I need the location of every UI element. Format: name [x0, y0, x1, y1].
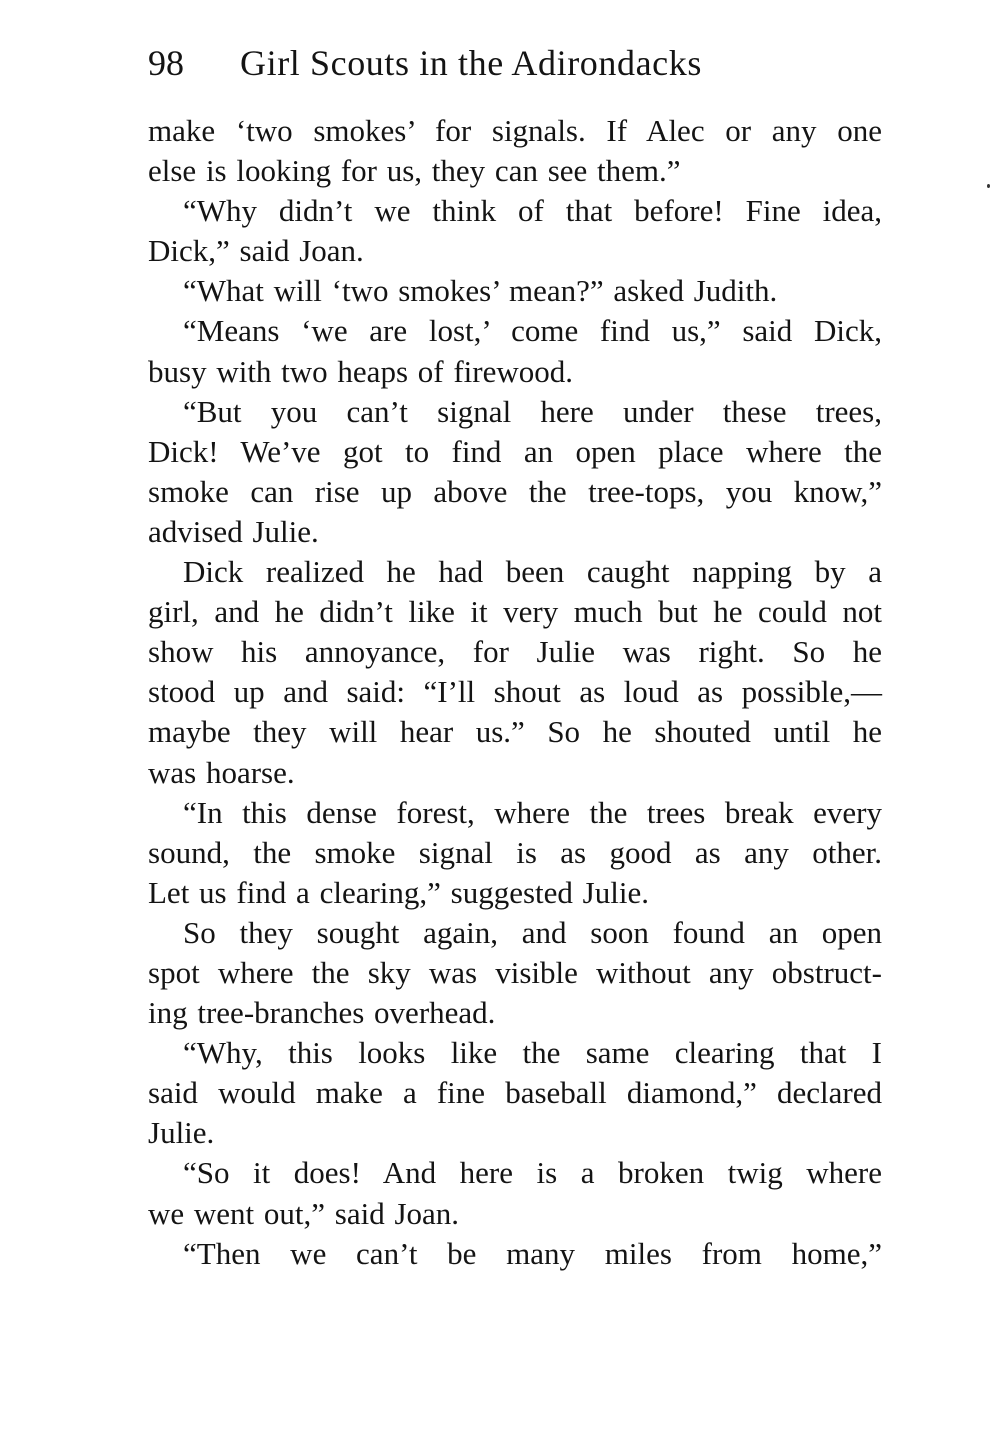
text-line: was hoarse. — [148, 754, 295, 790]
text-line: Let us find a clearing,” suggested Julie. — [148, 874, 649, 910]
text-line: “So it does! And here is a broken twig where — [183, 1155, 882, 1191]
text-line: Dick! We’ve got to find an open place where the — [148, 433, 882, 469]
text-line: Dick realized he had been caught napping by a — [183, 554, 882, 590]
text-line: “Means ‘we are lost,’ come find us,” said Dick, — [183, 313, 882, 349]
page-number: 98 — [148, 43, 184, 83]
body-text — [148, 111, 882, 1274]
text-line: ing tree-branches overhead. — [148, 995, 496, 1031]
text-line: said would make a fine baseball diamond,” declared — [148, 1075, 882, 1111]
text-line: spot where the sky was visible without any obstruct- — [148, 954, 882, 990]
book-title: Girl Scouts in the Adirondacks — [240, 43, 702, 83]
print-speck — [987, 184, 990, 188]
text-line: show his annoyance, for Julie was right. So he — [148, 634, 882, 670]
text-line: Dick,” said Joan. — [148, 233, 364, 269]
text-line: “Then we can’t be many miles from home,” — [183, 1235, 882, 1271]
text-line: smoke can rise up above the tree-tops, you know,” — [148, 473, 882, 509]
text-line: maybe they will hear us.” So he shouted until he — [148, 714, 882, 750]
text-line: So they sought again, and soon found an open — [183, 914, 882, 950]
text-line: “Why, this looks like the same clearing that I — [183, 1035, 882, 1071]
text-line: girl, and he didn’t like it very much but he could not — [148, 594, 882, 630]
text-line: else is looking for us, they can see them.” — [148, 153, 681, 189]
text-line: “Why didn’t we think of that before! Fine idea, — [183, 193, 882, 229]
text-line: make ‘two smokes’ for signals. If Alec or any one — [148, 113, 882, 148]
running-head — [148, 38, 888, 88]
text-line: Julie. — [148, 1115, 215, 1151]
text-line: “In this dense forest, where the trees break every — [183, 794, 882, 830]
text-line: we went out,” said Joan. — [148, 1195, 460, 1231]
text-line: sound, the smoke signal is as good as any other. — [148, 834, 882, 870]
text-line: busy with two heaps of firewood. — [148, 353, 573, 389]
text-line: “But you can’t signal here under these trees, — [183, 393, 882, 429]
text-line: advised Julie. — [148, 513, 319, 549]
text-line: stood up and said: “I’ll shout as loud as possible,— — [148, 674, 882, 710]
text-line: “What will ‘two smokes’ mean?” asked Judith. — [183, 273, 778, 309]
